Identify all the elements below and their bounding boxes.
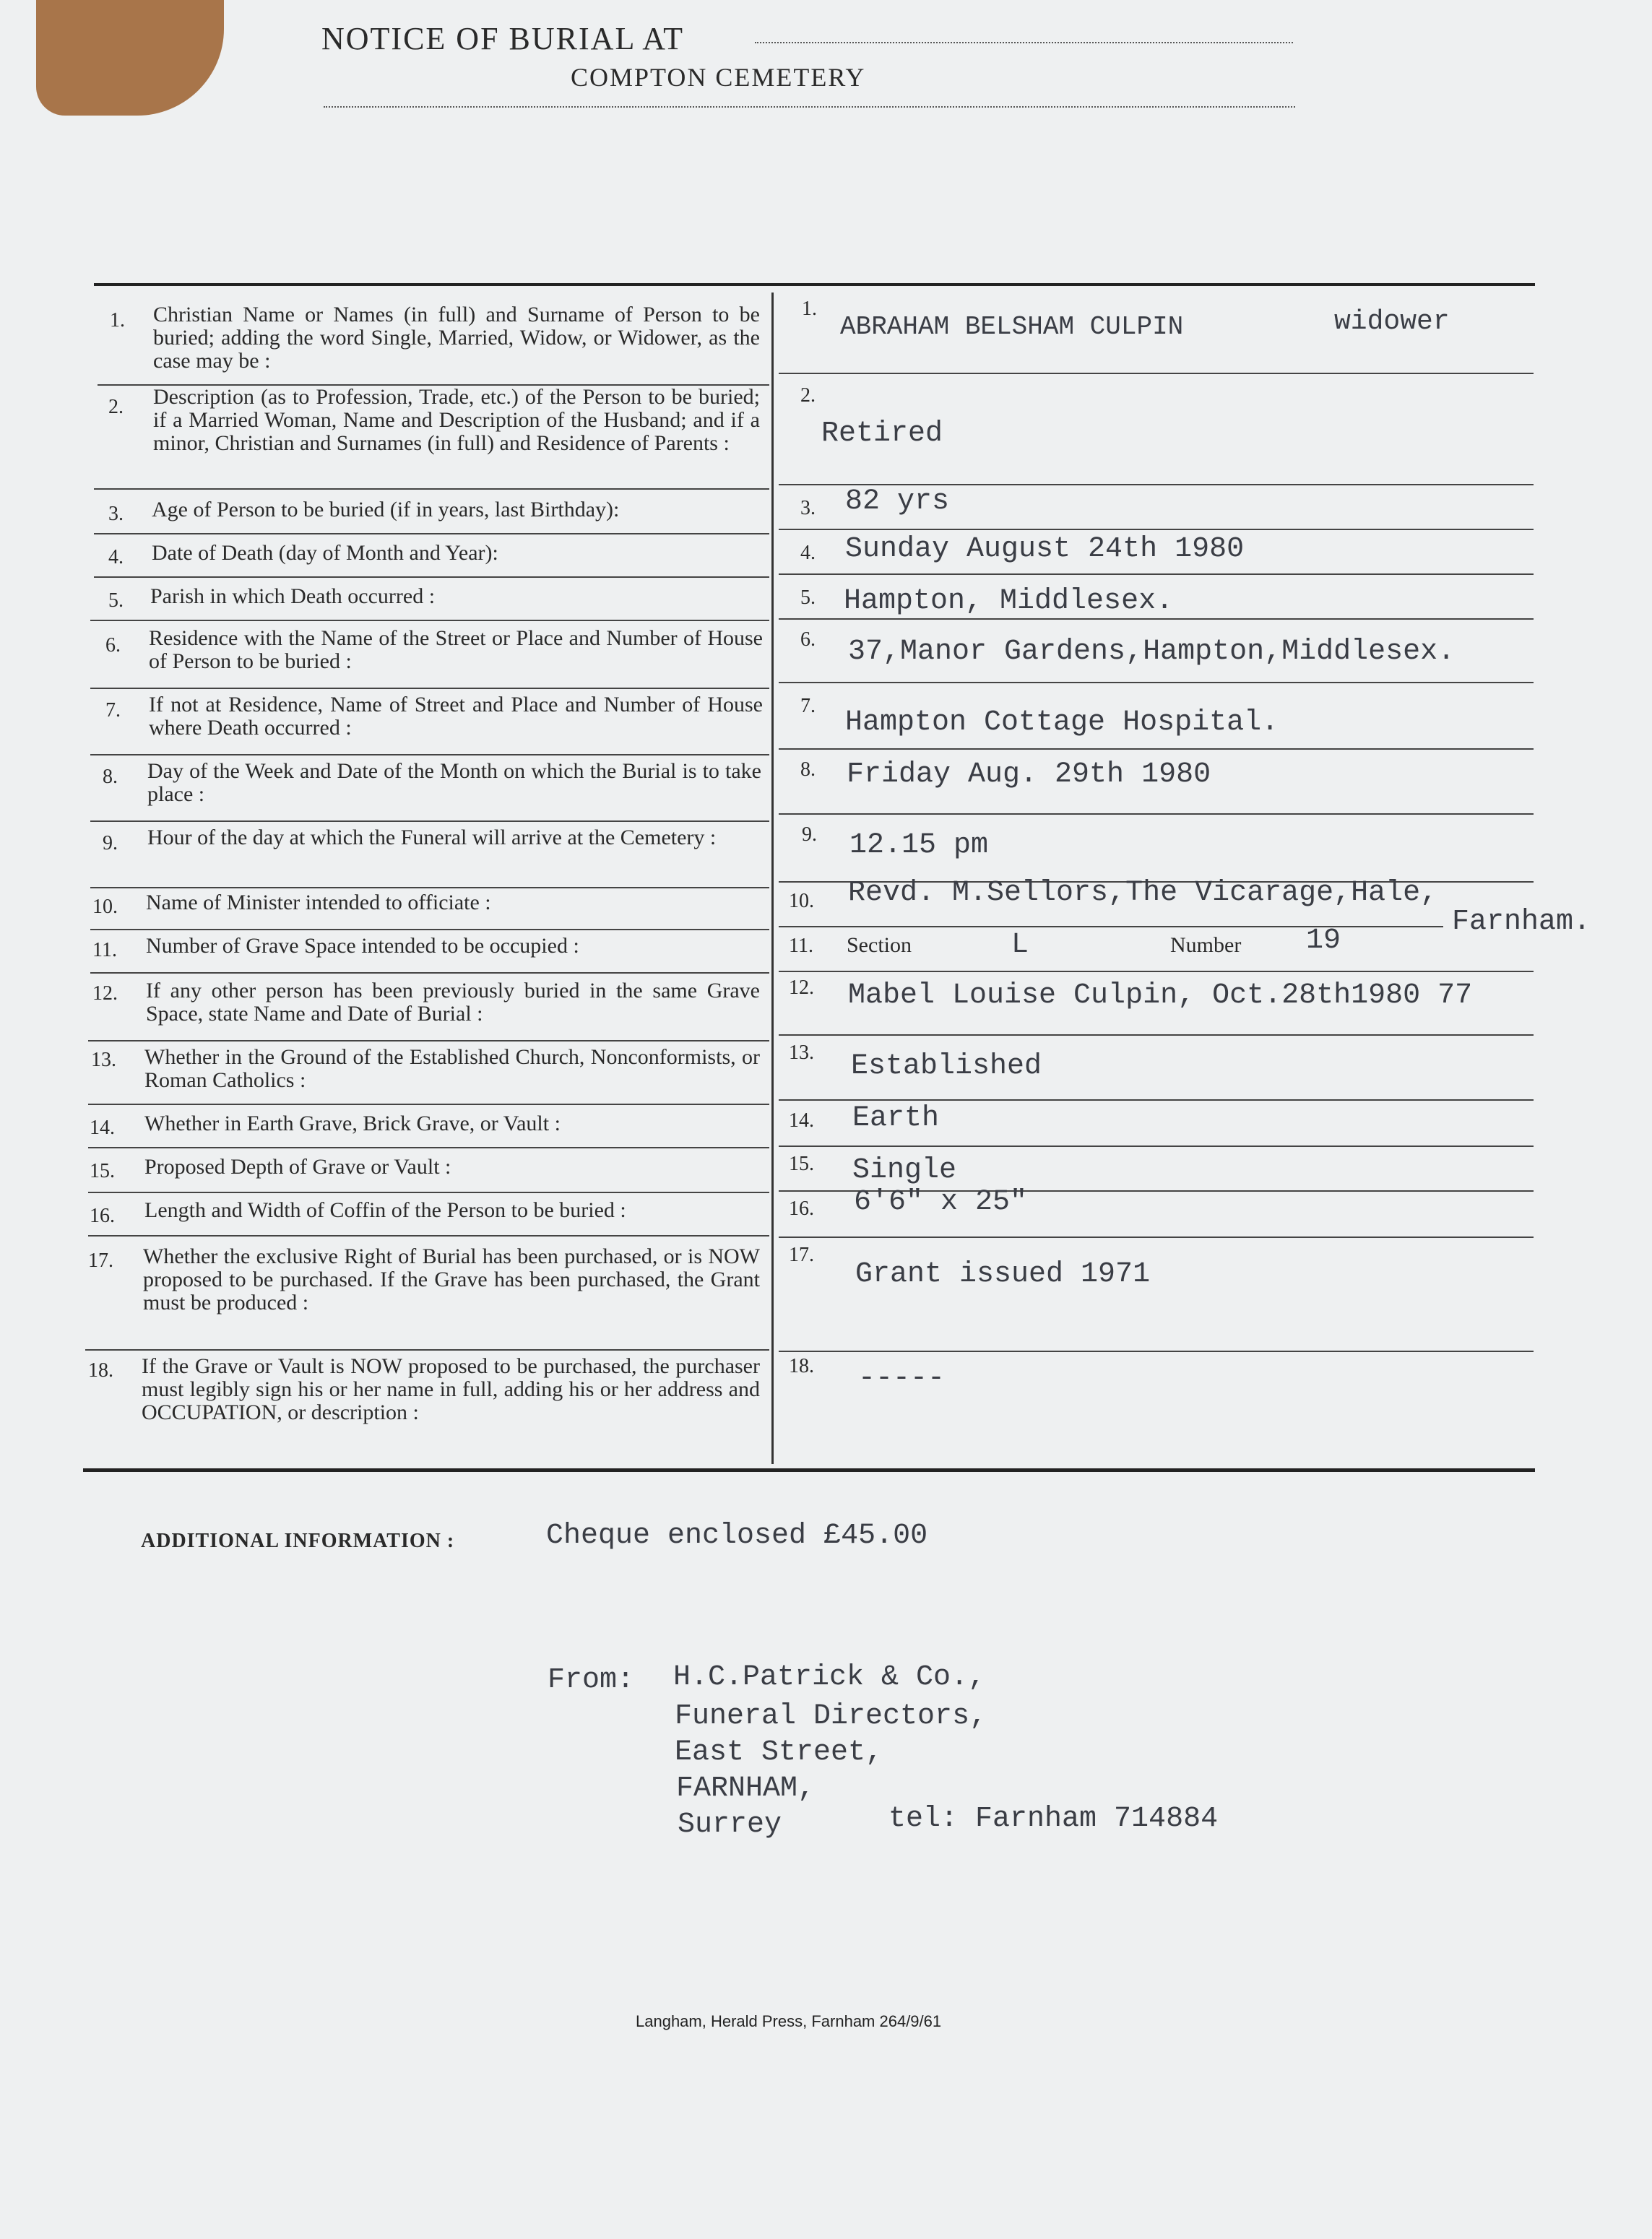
answer-number: 13.: [789, 1041, 814, 1064]
answer-minister: Revd. M.Sellors,The Vicarage,Hale,: [848, 877, 1438, 909]
row-question: Parish in which Death occurred :: [150, 584, 436, 608]
answer-number: 1.: [802, 298, 817, 320]
printer-imprint: Langham, Herald Press, Farnham 264/9/61: [636, 2012, 942, 2030]
answer-number: 9.: [802, 823, 817, 846]
answer-rule: [779, 1351, 1534, 1352]
row-rule: [88, 1147, 769, 1148]
row-question: If not at Residence, Name of Street and Place and Number of House where Death occurred :: [149, 693, 763, 740]
answer-rule: [779, 573, 1534, 575]
answer-marital-status: widower: [1334, 306, 1450, 337]
answer-grant: Grant issued 1971: [855, 1258, 1151, 1291]
row-rule: [88, 1040, 769, 1041]
from-label: From:: [548, 1664, 635, 1697]
row-question: Hour of the day at which the Funeral will arrive at the Cemetery :: [147, 826, 717, 849]
cemetery-dotted-line: [324, 106, 1295, 108]
answer-number: 7.: [800, 695, 816, 717]
answer-rule: [779, 529, 1534, 530]
answer-number: 4.: [800, 542, 816, 564]
answer-rule: [779, 618, 1534, 620]
answer-grave-type: Earth: [852, 1102, 940, 1135]
row-question: Proposed Depth of Grave or Vault :: [144, 1155, 451, 1179]
answer-burial-date: Friday Aug. 29th 1980: [847, 758, 1211, 791]
row-question: Whether in the Ground of the Established Church, Nonconformists, or Roman Catholics :: [144, 1045, 760, 1092]
answer-number: 2.: [800, 384, 816, 407]
row-question: Christian Name or Names (in full) and Surname of Person to be buried; adding the word Single, Married, Widow, or Widower, as the case may be :: [153, 303, 760, 373]
row-question: Day of the Week and Date of the Month on which the Burial is to take place :: [147, 759, 761, 806]
answer-number: 12.: [789, 976, 814, 999]
number-value: 19: [1306, 924, 1341, 957]
row-number: 8.: [103, 766, 118, 788]
answer-rule: [779, 926, 1443, 927]
table-column-divider: [771, 293, 774, 1464]
row-rule: [90, 972, 769, 974]
answer-rule: [779, 748, 1534, 750]
row-number: 4.: [108, 546, 124, 568]
answer-rule: [779, 1034, 1534, 1036]
table-top-rule: [94, 283, 1535, 286]
answer-number: 8.: [800, 758, 816, 781]
answer-number: 15.: [789, 1153, 814, 1175]
answer-minister-town: Farnham.: [1452, 906, 1591, 938]
cemetery-name: COMPTON CEMETERY: [571, 63, 866, 92]
row-rule: [88, 1192, 769, 1193]
row-rule: [90, 929, 769, 930]
answer-previous-burial: Mabel Louise Culpin, Oct.28th1980 77: [848, 979, 1473, 1012]
row-number: 14.: [90, 1117, 115, 1139]
answer-number: 18.: [789, 1355, 814, 1377]
row-number: 10.: [92, 896, 118, 918]
answer-number: 14.: [789, 1109, 814, 1132]
answer-number: 5.: [800, 586, 816, 609]
answer-date-of-death: Sunday August 24th 1980: [845, 533, 1245, 566]
row-rule: [88, 1104, 769, 1105]
row-rule: [88, 1235, 769, 1237]
row-number: 3.: [108, 503, 124, 525]
answer-number: 17.: [789, 1244, 814, 1266]
answer-number: 3.: [800, 497, 816, 519]
row-rule: [90, 820, 769, 822]
row-number: 12.: [92, 982, 118, 1005]
from-street: East Street,: [675, 1736, 883, 1769]
answer-rule: [779, 1237, 1534, 1238]
answer-residence: 37,Manor Gardens,Hampton,Middlesex.: [848, 636, 1456, 668]
answer-number: 16.: [789, 1198, 814, 1220]
section-label: Section: [847, 933, 912, 957]
row-question: Date of Death (day of Month and Year):: [152, 541, 498, 565]
row-question: If any other person has been previously buried in the same Grave Space, state Name and Date of Burial :: [146, 979, 760, 1026]
from-title: Funeral Directors,: [675, 1700, 987, 1733]
row-number: 9.: [103, 832, 118, 854]
row-rule: [94, 488, 769, 490]
row-question: Age of Person to be buried (if in years, last Birthday):: [152, 498, 620, 521]
answer-funeral-hour: 12.15 pm: [849, 829, 989, 862]
answer-rule: [779, 813, 1534, 815]
answer-rule: [779, 682, 1534, 683]
answer-number: 10.: [789, 890, 814, 912]
answer-age: 82 yrs: [845, 485, 950, 518]
answer-rule: [779, 1146, 1534, 1147]
row-question: Whether the exclusive Right of Burial has been purchased, or is NOW proposed to be purchased. If the Grave has been purchased, the Grant must be produced :: [143, 1244, 760, 1315]
row-number: 5.: [108, 589, 124, 612]
answer-rule: [779, 373, 1534, 374]
answer-rule: [779, 971, 1534, 972]
row-question: Name of Minister intended to officiate :: [146, 891, 491, 914]
table-bottom-rule: [83, 1468, 1535, 1472]
row-number: 18.: [88, 1359, 113, 1382]
torn-corner: [36, 0, 224, 116]
number-label: Number: [1170, 933, 1242, 957]
row-number: 16.: [90, 1205, 115, 1227]
row-rule: [85, 1349, 769, 1351]
title-dotted-line: [755, 42, 1293, 43]
answer-church: Established: [851, 1050, 1042, 1083]
row-question: Whether in Earth Grave, Brick Grave, or Vault :: [144, 1112, 561, 1135]
answer-grave-depth: Single: [852, 1154, 957, 1187]
row-question: Description (as to Profession, Trade, etc.) of the Person to be buried; if a Married Woman, Name and Description of the Husband; and if a minor, Christian and Surnames (in full) and Residence of Parents :: [153, 385, 760, 455]
row-number: 7.: [105, 699, 121, 722]
answer-number: 6.: [800, 628, 816, 651]
answer-description: Retired: [821, 417, 943, 450]
from-telephone: tel: Farnham 714884: [888, 1803, 1219, 1835]
row-number: 13.: [91, 1049, 116, 1071]
row-number: 17.: [88, 1250, 113, 1272]
row-number: 11.: [92, 939, 117, 961]
from-town: FARNHAM,: [676, 1772, 816, 1805]
row-rule: [90, 688, 769, 689]
from-company: H.C.Patrick & Co.,: [673, 1661, 986, 1694]
answer-place-of-death: Hampton Cottage Hospital.: [845, 706, 1279, 739]
row-rule: [94, 533, 769, 534]
notice-title: NOTICE OF BURIAL AT: [321, 21, 685, 56]
row-rule: [90, 887, 769, 888]
answer-purchaser: -----: [858, 1362, 946, 1395]
row-rule: [90, 620, 769, 621]
row-question: Number of Grave Space intended to be occupied :: [146, 934, 579, 958]
additional-info-label: ADDITIONAL INFORMATION :: [141, 1530, 455, 1552]
row-number: 2.: [108, 396, 124, 418]
additional-info-value: Cheque enclosed £45.00: [546, 1520, 928, 1552]
from-county: Surrey: [678, 1809, 782, 1841]
answer-number: 11.: [789, 935, 813, 957]
row-rule: [94, 576, 769, 578]
answer-rule: [779, 1099, 1534, 1101]
answer-parish: Hampton, Middlesex.: [844, 585, 1174, 618]
answer-coffin-size: 6'6" x 25": [854, 1186, 1028, 1218]
answer-name: ABRAHAM BELSHAM CULPIN: [840, 312, 1184, 342]
row-question: Length and Width of Coffin of the Person to be buried :: [144, 1198, 626, 1222]
row-question: Residence with the Name of the Street or Place and Number of House of Person to be buried :: [149, 626, 763, 673]
section-value: L: [1011, 929, 1029, 961]
row-number: 6.: [105, 634, 121, 657]
row-number: 15.: [90, 1160, 115, 1182]
row-question: If the Grave or Vault is NOW proposed to be purchased, the purchaser must legibly sign his or her name in full, adding his or her address and OCCUPATION, or description :: [142, 1354, 760, 1424]
row-rule: [90, 754, 769, 755]
row-number: 1.: [110, 309, 125, 332]
